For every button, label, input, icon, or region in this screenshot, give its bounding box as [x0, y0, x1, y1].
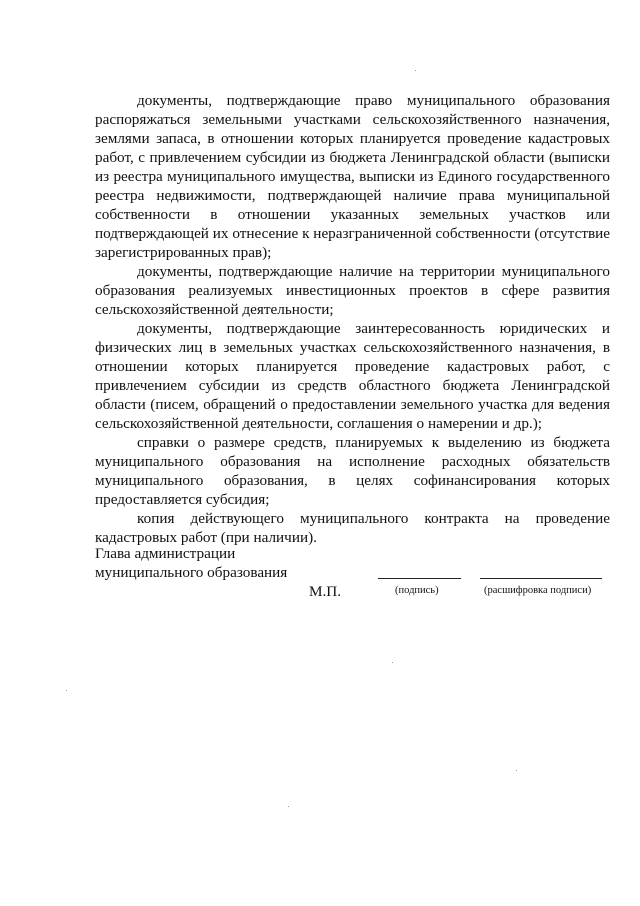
signatory-title-line1: Глава администрации — [95, 545, 236, 562]
paragraph-land-rights-documents: документы, подтверждающие право муниципального образования распоряжаться земельными участками сельскохозяйственного назначения, землями запаса, в отношении которых планируется проведение кадастровых работ, с привлечением субсидии из бюджета Ленинградской области (выписки из реестра муниципального имущества, выписки из Единого государственного реестра недвижимости, подтверждающей наличие права муниципальной собственности в отношении указанных земельных участков или подтверждающей их отнесение к неразграниченной собственности (отсутствие зарегистрированных прав); — [95, 92, 610, 261]
document-body — [95, 91, 610, 547]
scan-speck — [415, 70, 416, 71]
paragraph-contract-copy: копия действующего муниципального контракта на проведение кадастровых работ (при наличии). — [95, 510, 610, 546]
signature-block — [95, 544, 615, 604]
paragraph-interest-documents: документы, подтверждающие заинтересованность юридических и физических лиц в земельных участках сельскохозяйственного назначения, в отношении которых планируется проведение кадастровых работ, с привлечением субсидии из средств областного бюджета Ленинградской области (писем, обращений о предоставлении земельного участка для ведения сельскохозяйственной деятельности, соглашения о намерении и др.); — [95, 320, 610, 432]
paragraph-investment-projects-documents: документы, подтверждающие наличие на территории муниципального образования реализуемых инвестиционных проектов в сфере развития сельскохозяйственной деятельности; — [95, 263, 610, 318]
paragraph-budget-certificates: справки о размере средств, планируемых к выделению из бюджета муниципального образования на исполнение расходных обязательств муниципального образования, в целях софинансирования которых предоставляется субсидия; — [95, 434, 610, 508]
stamp-mark: М.П. — [309, 583, 342, 600]
signature-decoding-line — [480, 578, 602, 579]
scan-speck — [66, 690, 67, 691]
scan-speck — [516, 770, 517, 771]
scan-speck — [288, 806, 289, 807]
signatory-title-line2: муниципального образования — [95, 564, 288, 581]
signature-caption: (подпись) — [395, 585, 439, 596]
scan-speck — [392, 662, 393, 663]
signature-decoding-caption: (расшифровка подписи) — [484, 585, 592, 596]
signature-line — [378, 578, 461, 579]
